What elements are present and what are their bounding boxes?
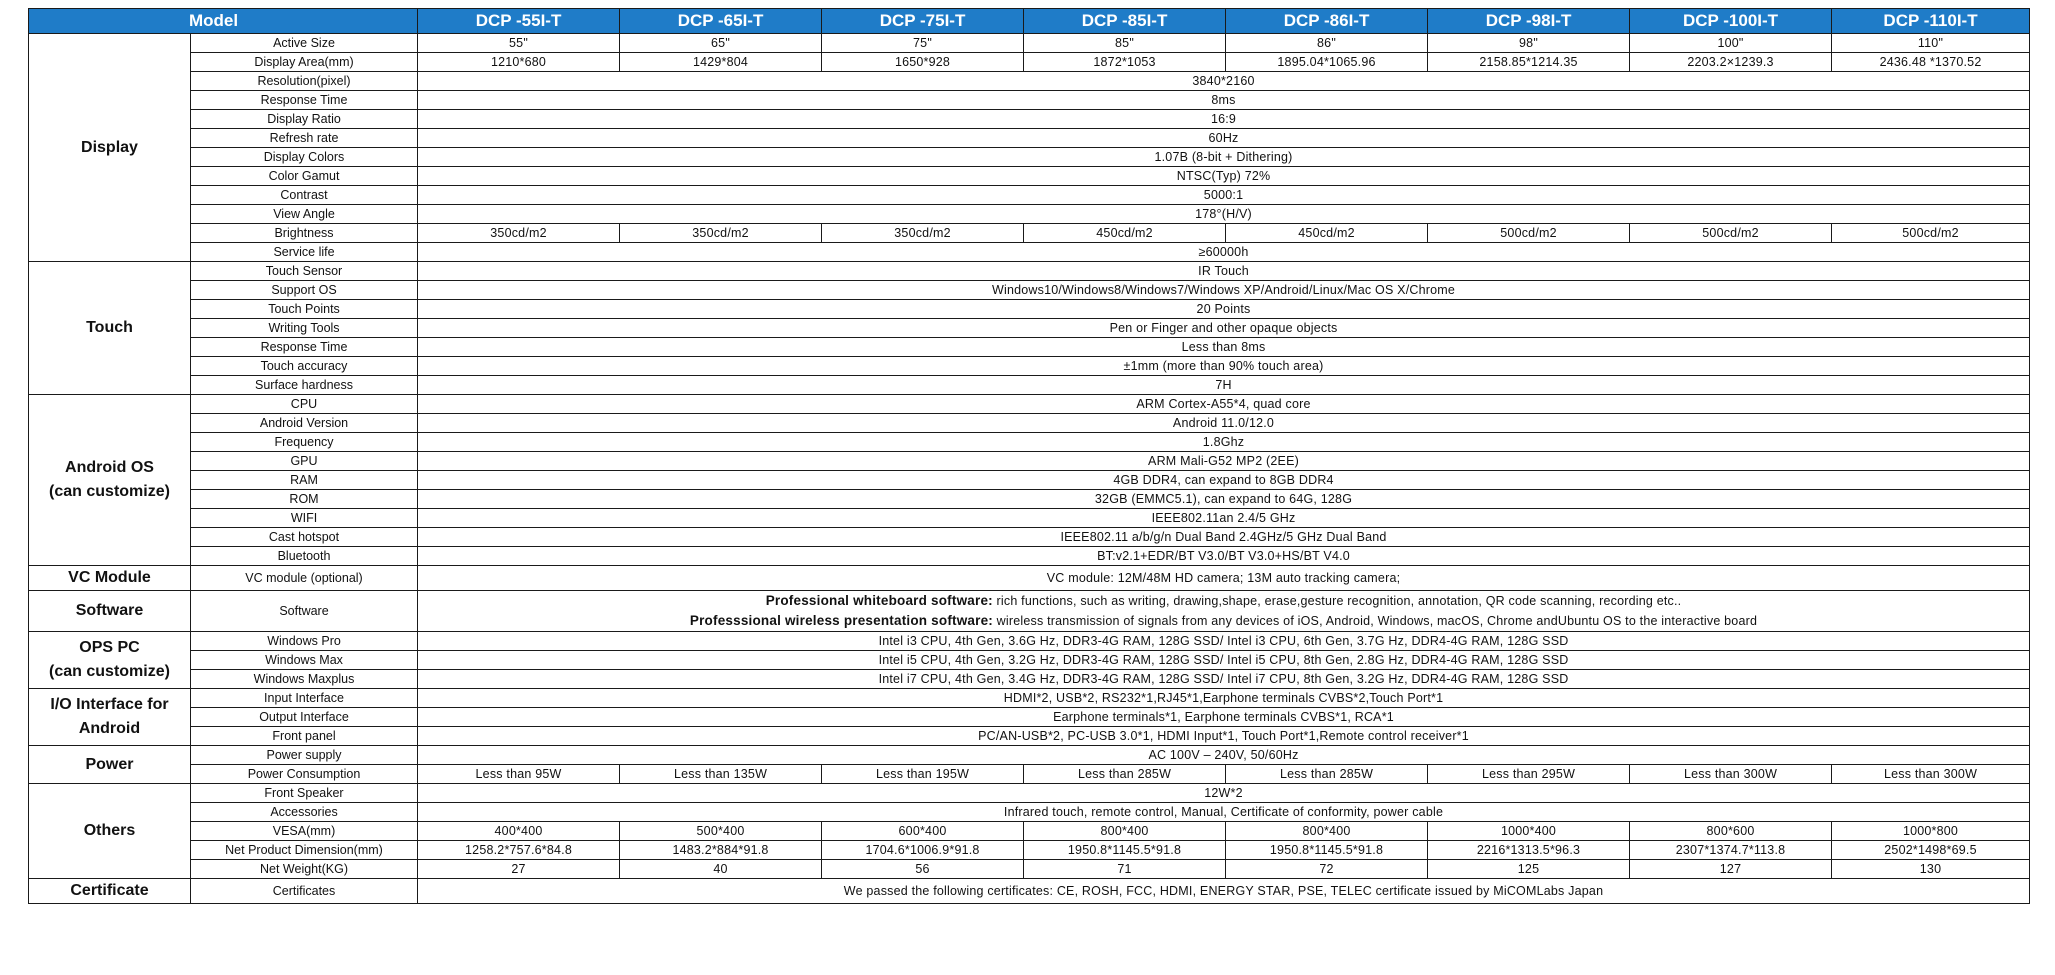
display-area-value-65: 1429*804 [620, 53, 822, 72]
weight-value-100: 127 [1630, 860, 1832, 879]
brightness-value-100: 500cd/m2 [1630, 224, 1832, 243]
display-category-label: Display [81, 138, 138, 156]
power-row [29, 765, 2030, 784]
response-time-label: Response Time [191, 91, 418, 110]
others-row [29, 784, 2030, 803]
software-value [418, 591, 2030, 632]
io-category-label: Android [78, 720, 141, 737]
active-size-value-110: 110" [1832, 34, 2030, 53]
consumption-value-86: Less than 285W [1226, 765, 1428, 784]
software-line-2-title: Professsional wireless presentation software: [689, 613, 993, 628]
touch-row [29, 281, 2030, 300]
windows-max-value: Intel i5 CPU, 4th Gen, 3.2G Hz, DDR3-4G RAM, 128G SSD/ Intel i5 CPU, 8th Gen, 2.8G Hz, DDR4-4G RAM, 128G SSD [418, 651, 2030, 670]
touch-points-value: 20 Points [418, 300, 2030, 319]
consumption-value-75: Less than 195W [822, 765, 1024, 784]
display-ratio-label: Display Ratio [191, 110, 418, 129]
power-category [29, 746, 191, 784]
vesa-value-85: 800*400 [1024, 822, 1226, 841]
front-panel-label: Front panel [191, 727, 418, 746]
spec-table [28, 8, 2030, 904]
model-100-header: DCP -100I-T [1630, 9, 1832, 34]
touch-row [29, 319, 2030, 338]
weight-label: Net Weight(KG) [191, 860, 418, 879]
model-75-header: DCP -75I-T [822, 9, 1024, 34]
vc-module-label: VC module (optional) [191, 566, 418, 591]
weight-value-85: 71 [1024, 860, 1226, 879]
weight-value-86: 72 [1226, 860, 1428, 879]
frequency-label: Frequency [191, 433, 418, 452]
brightness-value-75: 350cd/m2 [822, 224, 1024, 243]
cast-hotspot-label: Cast hotspot [191, 528, 418, 547]
software-line-1-title: Professional whiteboard software: [765, 593, 993, 608]
vesa-value-65: 500*400 [620, 822, 822, 841]
dimension-value-110: 2502*1498*69.5 [1832, 841, 2030, 860]
model-86-header: DCP -86I-T [1226, 9, 1428, 34]
android-row [29, 547, 2030, 566]
accessories-label: Accessories [191, 803, 418, 822]
color-gamut-label: Color Gamut [191, 167, 418, 186]
brightness-value-65: 350cd/m2 [620, 224, 822, 243]
input-value: HDMI*2, USB*2, RS232*1,RJ45*1,Earphone terminals CVBS*2,Touch Port*1 [418, 689, 2030, 708]
display-row [29, 148, 2030, 167]
display-row [29, 167, 2030, 186]
contrast-label: Contrast [191, 186, 418, 205]
gpu-value: ARM Mali-G52 MP2 (2EE) [418, 452, 2030, 471]
spec-sheet [28, 8, 2029, 904]
weight-value-110: 130 [1832, 860, 2030, 879]
others-row [29, 841, 2030, 860]
display-row [29, 186, 2030, 205]
consumption-value-110: Less than 300W [1832, 765, 2030, 784]
certificates-value: We passed the following certificates: CE, ROSH, FCC, HDMI, ENERGY STAR, PSE, TELEC certificate issued by MiCOMLabs Japan [418, 879, 2030, 904]
consumption-value-85: Less than 285W [1024, 765, 1226, 784]
consumption-value-100: Less than 300W [1630, 765, 1832, 784]
others-category-label: Others [83, 822, 136, 839]
rom-label: ROM [191, 490, 418, 509]
dimension-value-65: 1483.2*884*91.8 [620, 841, 822, 860]
touch-accuracy-value: ±1mm (more than 90% touch area) [418, 357, 2030, 376]
software-category-label: Software [75, 602, 144, 619]
windows-max-label: Windows Max [191, 651, 418, 670]
consumption-value-98: Less than 295W [1428, 765, 1630, 784]
response-time-value: Less than 8ms [418, 338, 2030, 357]
response-time-label: Response Time [191, 338, 418, 357]
windows-pro-label: Windows Pro [191, 632, 418, 651]
display-row [29, 91, 2030, 110]
windows-pro-value: Intel i3 CPU, 4th Gen, 3.6G Hz, DDR3-4G RAM, 128G SSD/ Intel i3 CPU, 6th Gen, 3.7G Hz, DDR4-4G RAM, 128G SSD [418, 632, 2030, 651]
support-os-value: Windows10/Windows8/Windows7/Windows XP/Android/Linux/Mac OS X/Chrome [418, 281, 2030, 300]
service-life-label: Service life [191, 243, 418, 262]
display-row [29, 129, 2030, 148]
view-angle-label: View Angle [191, 205, 418, 224]
display-area-value-98: 2158.85*1214.35 [1428, 53, 1630, 72]
input-label: Input Interface [191, 689, 418, 708]
certificate-category [29, 879, 191, 904]
vc-category [29, 566, 191, 591]
front-speaker-label: Front Speaker [191, 784, 418, 803]
weight-value-75: 56 [822, 860, 1024, 879]
color-gamut-value: NTSC(Typ) 72% [418, 167, 2030, 186]
vesa-value-100: 800*600 [1630, 822, 1832, 841]
touch-accuracy-label: Touch accuracy [191, 357, 418, 376]
android-row [29, 528, 2030, 547]
ops-row [29, 632, 2030, 651]
dimension-value-55: 1258.2*757.6*84.8 [418, 841, 620, 860]
active-size-value-55: 55" [418, 34, 620, 53]
certificate-row [29, 879, 2030, 904]
touch-points-label: Touch Points [191, 300, 418, 319]
brightness-label: Brightness [191, 224, 418, 243]
consumption-value-65: Less than 135W [620, 765, 822, 784]
active-size-value-75: 75" [822, 34, 1024, 53]
vesa-value-86: 800*400 [1226, 822, 1428, 841]
cast-hotspot-value: IEEE802.11 a/b/g/n Dual Band 2.4GHz/5 GHz Dual Band [418, 528, 2030, 547]
display-row [29, 110, 2030, 129]
brightness-value-85: 450cd/m2 [1024, 224, 1226, 243]
display-row [29, 243, 2030, 262]
android-category-label: Android OS [65, 459, 154, 476]
contrast-value: 5000:1 [418, 186, 2030, 205]
display-area-value-85: 1872*1053 [1024, 53, 1226, 72]
rom-value: 32GB (EMMC5.1), can expand to 64G, 128G [418, 490, 2030, 509]
cpu-label: CPU [191, 395, 418, 414]
io-category [29, 689, 191, 746]
vc-row [29, 566, 2030, 591]
android-row [29, 433, 2030, 452]
vesa-value-98: 1000*400 [1428, 822, 1630, 841]
ops-row [29, 651, 2030, 670]
certificates-label: Certificates [191, 879, 418, 904]
io-row [29, 727, 2030, 746]
model-65-header: DCP -65I-T [620, 9, 822, 34]
active-size-label: Active Size [191, 34, 418, 53]
front-panel-value: PC/AN-USB*2, PC-USB 3.0*1, HDMI Input*1, Touch Port*1,Remote control receiver*1 [418, 727, 2030, 746]
vesa-value-55: 400*400 [418, 822, 620, 841]
bluetooth-label: Bluetooth [191, 547, 418, 566]
display-area-label: Display Area(mm) [191, 53, 418, 72]
active-size-value-100: 100" [1630, 34, 1832, 53]
consumption-value-55: Less than 95W [418, 765, 620, 784]
display-area-value-75: 1650*928 [822, 53, 1024, 72]
power-row [29, 746, 2030, 765]
ops-category-label: OPS PC [79, 639, 140, 656]
software-line-1-text: rich functions, such as writing, drawing,shape, erase,gesture recognition, annotation, QR code scanning, recording etc.. [992, 594, 1682, 608]
power-category-label: Power [85, 755, 134, 773]
active-size-value-86: 86" [1226, 34, 1428, 53]
touch-row [29, 300, 2030, 319]
model-98-header: DCP -98I-T [1428, 9, 1630, 34]
software-line-2 [420, 611, 2027, 631]
software-category [29, 591, 191, 632]
android-row [29, 395, 2030, 414]
software-row [29, 591, 2030, 632]
display-category [29, 34, 191, 262]
software-label: Software [191, 591, 418, 632]
ops-category [29, 632, 191, 689]
bluetooth-value: BT:v2.1+EDR/BT V3.0/BT V3.0+HS/BT V4.0 [418, 547, 2030, 566]
writing-tools-label: Writing Tools [191, 319, 418, 338]
view-angle-value: 178°(H/V) [418, 205, 2030, 224]
display-row [29, 34, 2030, 53]
display-area-value-55: 1210*680 [418, 53, 620, 72]
cpu-value: ARM Cortex-A55*4, quad core [418, 395, 2030, 414]
certificate-category-label: Certificate [70, 882, 149, 899]
resolution-label: Resolution(pixel) [191, 72, 418, 91]
writing-tools-value: Pen or Finger and other opaque objects [418, 319, 2030, 338]
touch-category [29, 262, 191, 395]
supply-value: AC 100V – 240V, 50/60Hz [418, 746, 2030, 765]
vesa-label: VESA(mm) [191, 822, 418, 841]
android-row [29, 490, 2030, 509]
active-size-value-98: 98" [1428, 34, 1630, 53]
consumption-label: Power Consumption [191, 765, 418, 784]
ops-row [29, 670, 2030, 689]
android-version-label: Android Version [191, 414, 418, 433]
vesa-value-75: 600*400 [822, 822, 1024, 841]
header-row [29, 9, 2030, 34]
support-os-label: Support OS [191, 281, 418, 300]
display-row [29, 224, 2030, 243]
model-110-header: DCP -110I-T [1832, 9, 2030, 34]
windows-maxplus-label: Windows Maxplus [191, 670, 418, 689]
touch-sensor-label: Touch Sensor [191, 262, 418, 281]
android-version-value: Android 11.0/12.0 [418, 414, 2030, 433]
weight-value-55: 27 [418, 860, 620, 879]
active-size-value-65: 65" [620, 34, 822, 53]
windows-maxplus-value: Intel i7 CPU, 4th Gen, 3.4G Hz, DDR3-4G RAM, 128G SSD/ Intel i7 CPU, 8th Gen, 3.2G Hz, DDR4-4G RAM, 128G SSD [418, 670, 2030, 689]
io-row [29, 689, 2030, 708]
vc-category-label: VC Module [68, 569, 151, 586]
others-row [29, 860, 2030, 879]
dimension-value-100: 2307*1374.7*113.8 [1630, 841, 1832, 860]
refresh-rate-value: 60Hz [418, 129, 2030, 148]
response-time-value: 8ms [418, 91, 2030, 110]
brightness-value-98: 500cd/m2 [1428, 224, 1630, 243]
dimension-value-75: 1704.6*1006.9*91.8 [822, 841, 1024, 860]
others-row [29, 803, 2030, 822]
display-ratio-value: 16:9 [418, 110, 2030, 129]
resolution-value: 3840*2160 [418, 72, 2030, 91]
dimension-value-98: 2216*1313.5*96.3 [1428, 841, 1630, 860]
brightness-value-55: 350cd/m2 [418, 224, 620, 243]
brightness-value-86: 450cd/m2 [1226, 224, 1428, 243]
accessories-value: Infrared touch, remote control, Manual, Certificate of conformity, power cable [418, 803, 2030, 822]
dimension-value-86: 1950.8*1145.5*91.8 [1226, 841, 1428, 860]
touch-row [29, 262, 2030, 281]
android-category-label: (can customize) [49, 483, 170, 500]
others-row [29, 822, 2030, 841]
refresh-rate-label: Refresh rate [191, 129, 418, 148]
front-speaker-value: 12W*2 [418, 784, 2030, 803]
io-row [29, 708, 2030, 727]
others-category [29, 784, 191, 879]
touch-row [29, 376, 2030, 395]
wifi-value: IEEE802.11an 2.4/5 GHz [418, 509, 2030, 528]
android-row [29, 509, 2030, 528]
display-row [29, 53, 2030, 72]
dimension-value-85: 1950.8*1145.5*91.8 [1024, 841, 1226, 860]
display-area-value-86: 1895.04*1065.96 [1226, 53, 1428, 72]
touch-row [29, 357, 2030, 376]
ram-label: RAM [191, 471, 418, 490]
gpu-label: GPU [191, 452, 418, 471]
model-header: Model [29, 9, 418, 34]
software-line-2-text: wireless transmission of signals from any devices of iOS, Android, Windows, macOS, Chrome andUbuntu OS to the interactive board [993, 614, 1758, 628]
weight-value-65: 40 [620, 860, 822, 879]
android-row [29, 414, 2030, 433]
brightness-value-110: 500cd/m2 [1832, 224, 2030, 243]
output-label: Output Interface [191, 708, 418, 727]
model-85-header: DCP -85I-T [1024, 9, 1226, 34]
display-area-value-100: 2203.2×1239.3 [1630, 53, 1832, 72]
model-55-header: DCP -55I-T [418, 9, 620, 34]
display-row [29, 72, 2030, 91]
service-life-value: ≥60000h [418, 243, 2030, 262]
software-line-1 [420, 591, 2027, 611]
wifi-label: WIFI [191, 509, 418, 528]
surface-hardness-label: Surface hardness [191, 376, 418, 395]
display-colors-label: Display Colors [191, 148, 418, 167]
ops-category-label: (can customize) [49, 663, 170, 680]
weight-value-98: 125 [1428, 860, 1630, 879]
ram-value: 4GB DDR4, can expand to 8GB DDR4 [418, 471, 2030, 490]
io-category-label: I/O Interface for [50, 696, 169, 713]
android-row [29, 452, 2030, 471]
supply-label: Power supply [191, 746, 418, 765]
display-colors-value: 1.07B (8-bit + Dithering) [418, 148, 2030, 167]
frequency-value: 1.8Ghz [418, 433, 2030, 452]
active-size-value-85: 85" [1024, 34, 1226, 53]
android-category [29, 395, 191, 566]
display-row [29, 205, 2030, 224]
touch-row [29, 338, 2030, 357]
surface-hardness-value: 7H [418, 376, 2030, 395]
touch-category-label: Touch [86, 319, 133, 336]
display-area-value-110: 2436.48 *1370.52 [1832, 53, 2030, 72]
dimension-label: Net Product Dimension(mm) [191, 841, 418, 860]
android-row [29, 471, 2030, 490]
vesa-value-110: 1000*800 [1832, 822, 2030, 841]
touch-sensor-value: IR Touch [418, 262, 2030, 281]
vc-module-value: VC module: 12M/48M HD camera; 13M auto tracking camera; [418, 566, 2030, 591]
output-value: Earphone terminals*1, Earphone terminals CVBS*1, RCA*1 [418, 708, 2030, 727]
